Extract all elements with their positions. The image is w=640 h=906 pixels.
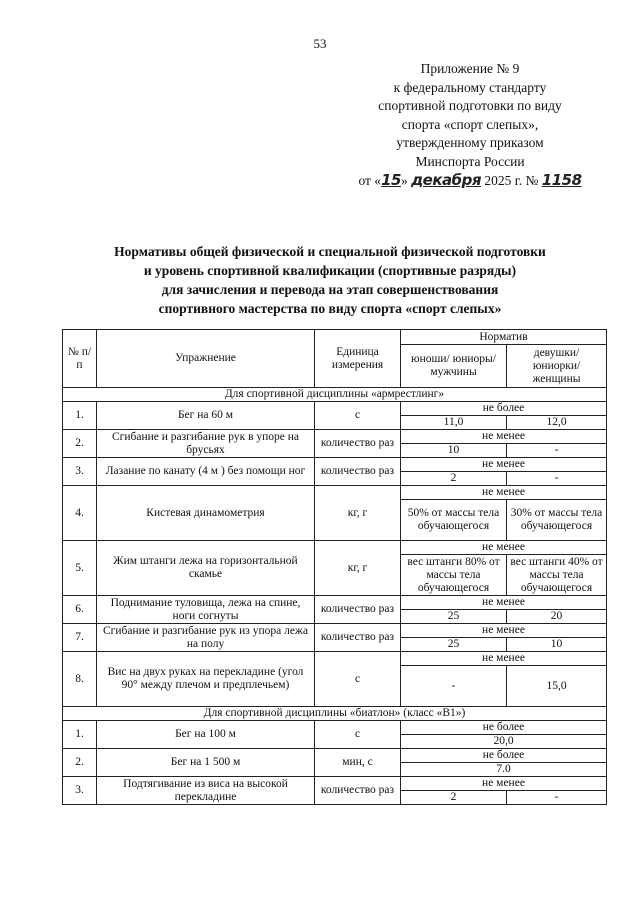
row-exercise: Жим штанги лежа на горизонтальной скамье xyxy=(97,541,315,596)
title-line: и уровень спортивной квалификации (спортивные разряды) xyxy=(143,263,517,278)
row-condition: не менее xyxy=(401,430,607,444)
appendix-line: к федеральному стандарту xyxy=(393,79,547,95)
row-exercise: Бег на 60 м xyxy=(97,402,315,430)
row-value-male: 25 xyxy=(401,610,507,624)
row-unit: кг, г xyxy=(315,541,401,596)
header-unit: Единица измерения xyxy=(315,330,401,388)
row-condition: не менее xyxy=(401,624,607,638)
row-value-male: 50% от массы тела обучающегося xyxy=(401,500,507,541)
table-row xyxy=(63,652,607,666)
row-value-female: - xyxy=(507,791,607,805)
table-row xyxy=(63,721,607,735)
row-number: 5. xyxy=(63,541,97,596)
row-value-male: 2 xyxy=(401,472,507,486)
row-unit: с xyxy=(315,721,401,749)
row-condition: не более xyxy=(401,402,607,416)
section-biathlon-rows xyxy=(63,721,607,805)
row-value-female: 30% от массы тела обучающегося xyxy=(507,500,607,541)
header-male: юноши/ юниоры/ мужчины xyxy=(401,345,507,388)
handwritten-month: декабря xyxy=(411,171,481,189)
header-norm: Норматив xyxy=(401,330,607,345)
handwritten-day: 15 xyxy=(381,171,401,189)
row-unit: количество раз xyxy=(315,458,401,486)
appendix-line: Минспорта России xyxy=(415,153,525,169)
handwritten-number: 1158 xyxy=(541,171,582,189)
row-value-female: 15,0 xyxy=(507,666,607,707)
row-condition: не менее xyxy=(401,486,607,500)
row-value-male: 25 xyxy=(401,638,507,652)
table-row xyxy=(63,777,607,791)
section-header-armwrestling: Для спортивной дисциплины «армрестлинг» xyxy=(63,388,607,402)
row-number: 7. xyxy=(63,624,97,652)
order-date-line xyxy=(300,171,640,191)
row-value-both: 7.0 xyxy=(401,763,607,777)
row-value-male: 11,0 xyxy=(401,416,507,430)
header-num: № п/п xyxy=(63,330,97,388)
table-row xyxy=(63,596,607,610)
row-value-both: 20,0 xyxy=(401,735,607,749)
row-exercise: Сгибание и разгибание рук из упора лежа на полу xyxy=(97,624,315,652)
norms-table xyxy=(62,329,607,805)
row-number: 3. xyxy=(63,777,97,805)
row-value-male: - xyxy=(401,666,507,707)
row-condition: не более xyxy=(401,749,607,763)
row-unit: кг, г xyxy=(315,486,401,541)
row-unit: количество раз xyxy=(315,624,401,652)
row-value-female: вес штанги 40% от массы тела обучающегося xyxy=(507,555,607,596)
row-condition: не менее xyxy=(401,652,607,666)
appendix-line: утвержденному приказом xyxy=(396,135,544,150)
row-value-female: - xyxy=(507,444,607,458)
row-condition: не более xyxy=(401,721,607,735)
row-exercise: Сгибание и разгибание рук в упоре на брусьях xyxy=(97,430,315,458)
row-number: 2. xyxy=(63,749,97,777)
row-number: 6. xyxy=(63,596,97,624)
title-line: Нормативы общей физической и специальной физической подготовки xyxy=(114,244,546,259)
row-value-female: 20 xyxy=(507,610,607,624)
table-row xyxy=(63,749,607,763)
row-number: 8. xyxy=(63,652,97,707)
row-condition: не менее xyxy=(401,596,607,610)
row-exercise: Кистевая динамометрия xyxy=(97,486,315,541)
title-line: для зачисления и перевода на этап совершенствования xyxy=(161,282,499,297)
row-number: 4. xyxy=(63,486,97,541)
row-number: 3. xyxy=(63,458,97,486)
row-value-female: - xyxy=(507,472,607,486)
row-condition: не менее xyxy=(401,458,607,472)
table-row xyxy=(63,458,607,472)
row-unit: с xyxy=(315,402,401,430)
row-exercise: Бег на 100 м xyxy=(97,721,315,749)
row-value-male: 2 xyxy=(401,791,507,805)
row-exercise: Бег на 1 500 м xyxy=(97,749,315,777)
row-exercise: Лазание по канату (4 м ) без помощи ног xyxy=(97,458,315,486)
document-title xyxy=(60,242,600,318)
date-mid: » xyxy=(400,173,408,188)
row-value-female: 10 xyxy=(507,638,607,652)
table-row xyxy=(63,402,607,416)
page-number: 53 xyxy=(313,36,327,51)
date-prefix: от « xyxy=(358,173,382,188)
section-header-biathlon: Для спортивной дисциплины «биатлон» (класс «B1») xyxy=(63,707,607,721)
appendix-line: спорта «спорт слепых», xyxy=(401,116,539,132)
row-unit: количество раз xyxy=(315,596,401,624)
row-unit: с xyxy=(315,652,401,707)
row-exercise: Подтягивание из виса на высокой перекладине xyxy=(97,777,315,805)
row-unit: количество раз xyxy=(315,430,401,458)
row-condition: не менее xyxy=(401,777,607,791)
row-value-female: 12,0 xyxy=(507,416,607,430)
row-number: 2. xyxy=(63,430,97,458)
table-row xyxy=(63,486,607,500)
order-year: 2025 г. № xyxy=(484,173,539,188)
row-value-male: 10 xyxy=(401,444,507,458)
table-row xyxy=(63,624,607,638)
header-exercise: Упражнение xyxy=(97,330,315,388)
row-number: 1. xyxy=(63,721,97,749)
row-unit: мин, с xyxy=(315,749,401,777)
appendix-line: Приложение № 9 xyxy=(420,61,520,76)
row-value-male: вес штанги 80% от массы тела обучающегося xyxy=(401,555,507,596)
row-condition: не менее xyxy=(401,541,607,555)
appendix-block xyxy=(300,60,640,191)
title-line: спортивного мастерства по виду спорта «спорт слепых» xyxy=(158,301,502,316)
row-exercise: Поднимание туловища, лежа на спине, ноги согнуты xyxy=(97,596,315,624)
row-number: 1. xyxy=(63,402,97,430)
appendix-line: спортивной подготовки по виду xyxy=(378,98,562,113)
header-female: девушки/ юниорки/ женщины xyxy=(507,345,607,388)
row-unit: количество раз xyxy=(315,777,401,805)
section-armwrestling-rows xyxy=(63,402,607,707)
table-row xyxy=(63,430,607,444)
table-row xyxy=(63,541,607,555)
row-exercise: Вис на двух руках на перекладине (угол 90° между плечом и предплечьем) xyxy=(97,652,315,707)
